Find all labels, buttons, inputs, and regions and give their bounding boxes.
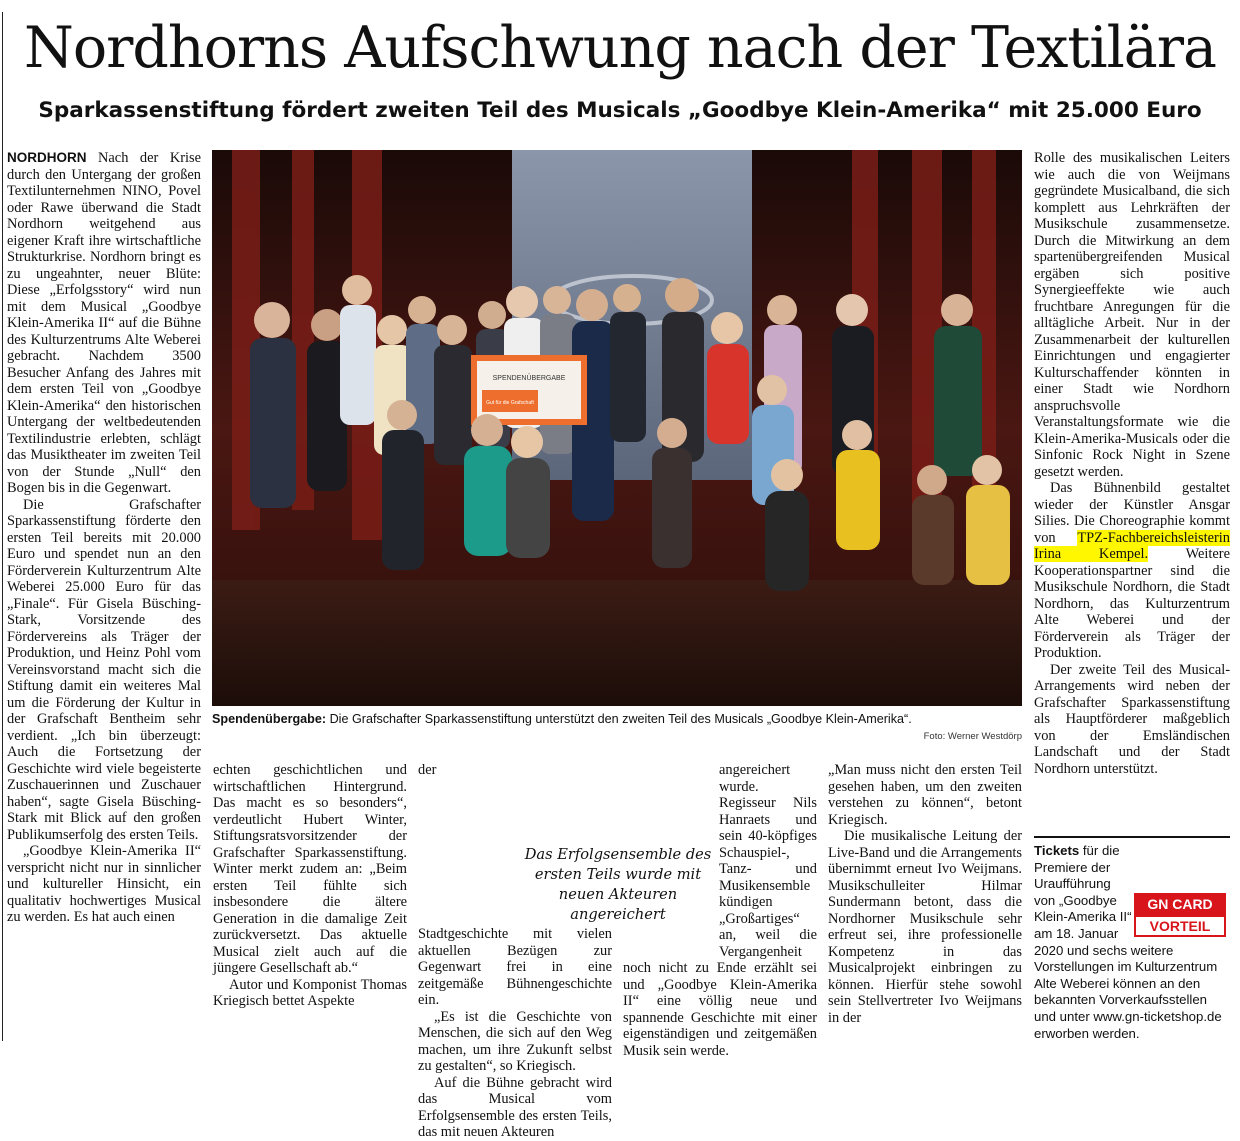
article-column-1: [7, 150, 201, 1026]
article-paragraph: [7, 150, 201, 497]
group-photo: [212, 150, 1022, 706]
headline: Nordhorns Aufschwung nach der Textilära: [23, 15, 1217, 81]
highlighted-text: TPZ-Fachbereichsleisterin Irina Kempel.: [1034, 529, 1230, 562]
tickets-lead: Tickets: [1034, 843, 1080, 858]
article-paragraph: [1034, 480, 1230, 662]
caption-lead: Spendenübergabe:: [212, 712, 327, 726]
tickets-box: [1034, 843, 1230, 1042]
paragraph-text: Das Bühnenbild gestaltet wieder der Künstler Ansgar Silies. Die Choreographie kommt von: [1034, 480, 1230, 546]
left-border-rule: [2, 12, 3, 1041]
paragraph-text: Nach der Krise durch den Untergang der großen Textilunternehmen NINO, Povel oder Rawe überwand die Stadt Nordhorn weitgehend aus eigener Kraft ihre wirtschaftliche Strukturkrise. Nordhorn bringt es zu ungeahnter, neuer Blüte: Diese „Erfolgsstory“ wird nun mit dem Musical „Goodbye Klein-Amerika II“ auf die Bühne des Kulturzentrums Alte Weberei gebracht. Nachdem 3500 Besucher Anfang des Jahres mit dem ersten Teil von „Goodbye Klein-Amerika“ den historischen Untergang der weltbedeutenden Textilindustrie erlebten, schlägt das Musiktheater im zweiten Teil von der Stunde „Null“ den Bogen bis in die Gegenwart.: [7, 150, 201, 496]
caption-text: Die Grafschafter Sparkassenstiftung unterstützt den zweiten Teil des Musicals „Goodbye Klein-Amerika“.: [329, 712, 912, 726]
article-column-5: [828, 762, 1022, 1028]
dateline: NORDHORN: [7, 150, 87, 165]
article-paragraph: Auf die Bühne gebracht wird das Musical vom Erfolgsensemble des ersten Teils, das mit neuen Akteuren: [418, 1074, 612, 1140]
check-banner-top: SPENDENÜBERGABE: [492, 375, 566, 382]
article-paragraph: angereichert wurde. Regisseur Nils Hanraets und sein 40-köpfiges Schauspiel-, Tanz- und Musikensemble kündigen „Großartiges“ an, weil die Vergangenheit noch nicht zu Ende erzählt sei und „Goodbye Klein-Amerika II“ eine völlig neue und spannende Geschichte mit einer eigenständigen und zeitgemäßen Musik sein werde.: [623, 762, 817, 1059]
article-paragraph: der Stadtgeschichte mit vielen aktuellen Bezügen zur Gegenwart frei in eine zeitgemäße Bühnengeschichte ein.: [418, 762, 612, 1008]
article-column-2: [213, 762, 407, 1028]
paragraph-text: Weitere Kooperationspartner sind die Musikschule Nordhorn, die Stadt Nordhorn, das Kulturzentrum Alte Weberei und der Förderverein als Träger der Produktion.: [1034, 546, 1230, 661]
logo-bottom-text: VORTEIL: [1149, 918, 1211, 934]
check-banner-sub: Gut für die Grafschaft: [486, 400, 534, 406]
logo-top-text: GN CARD: [1147, 896, 1213, 912]
gn-card-logo: [1134, 893, 1226, 937]
tickets-rule: [1034, 836, 1230, 838]
article-column-6: [1034, 150, 1230, 830]
photo-illustration: [212, 150, 1022, 706]
article-paragraph: Die musikalische Leitung der Live-Band und die Arrangements übernimmt erneut Ivo Weijmans. Musikschulleiter Hilmar Sundermann betont, dass die Nordhorner Musikschule sehr erfreut sei, ihre professionelle Kompetenz in das Musicalprojekt einbringen zu können. Hierfür stehe sowohl sein Stellvertreter Ivo Weijmans in der: [828, 828, 1022, 1026]
article-paragraph: Die Grafschafter Sparkassenstiftung förderte den ersten Teil bereits mit 20.000 Euro und spendet nun an den Förderverein Kulturzentrum Alte Weberei 25.000 Euro für das „Finale“. Für Gisela Büsching-Stark, Vorsitzende des Fördervereins als Träger der Produktion, und Heinz Pohl vom Vereinsvorstand macht sich die Stiftung damit ein weiteres Mal um die Förderung der Kultur in der Grafschaft Bentheim sehr verdient. „Ich bin überzeugt: Auch die Fortsetzung der Geschichte wird viele begeisterte Zuschauerinnen und Zuschauer haben“, sagte Gisela Büsching-Stark mit Blick auf den großen Publikumserfolg des ersten Teils.: [7, 496, 201, 843]
article-paragraph: „Man muss nicht den ersten Teil gesehen haben, um den zweiten verstehen zu können“, betont Kriegisch.: [828, 762, 1022, 828]
article-paragraph: echten geschichtlichen und wirtschaftlichen Hintergrund. Das macht es so besonders“, verdeutlicht Hubert Winter, Stiftungsratsvorsitzender der Grafschafter Sparkassenstiftung. Winter merkt zudem an: „Beim ersten Teil fühlte sich insbesondere die ältere Generation in die damalige Zeit zurückversetzt. Das aktuelle Musical zielt auch auf die jüngere Gesellschaft ab.“: [213, 762, 407, 976]
subheadline: Sparkassenstiftung fördert zweiten Teil des Musicals „Goodbye Klein-Amerika“ mit 25.000 Euro: [38, 98, 1202, 123]
article-paragraph: Der zweite Teil des Musical-Arrangements wird neben der Grafschafter Sparkassenstiftung als Hauptförderer maßgeblich von der Emsländischen Landschaft und der Stadt Nordhorn unterstützt.: [1034, 661, 1230, 777]
photo-credit: Foto: Werner Westdörp: [923, 731, 1022, 742]
photo-caption: [212, 711, 1022, 727]
article-paragraph: „Es ist die Geschichte von Menschen, die sich auf den Weg machen, um ihre Zukunft selbst zu gestalten“, so Kriegisch.: [418, 1008, 612, 1074]
article-paragraph: Autor und Komponist Thomas Kriegisch bettet Aspekte: [213, 976, 407, 1009]
tickets-text: für die Premiere der Uraufführung von „Goodbye Klein-Amerika II“ am 18. Januar 2020 und sechs weitere Vorstellungen im Kulturzentrum Alte Weberei können an den bekannten Vorverkaufsstellen und unter www.gn-ticketshop.de erworben werden.: [1034, 843, 1222, 1041]
pull-quote: Das Erfolgsensemble des ersten Teils wurde mit neuen Akteuren angereichert: [524, 846, 712, 923]
article-paragraph: „Goodbye Klein-Amerika II“ verspricht nicht nur in sinnlicher und kultureller Hinsicht, ein qualitativ hochwertiges Musical zu werden. Es hat auch einen: [7, 843, 201, 925]
article-paragraph: Rolle des musikalischen Leiters wie auch die von Weijmans gegründete Musicalband, die sich komplett aus Lehrkräften der Musikschule zusammensetze. Durch die Mitwirkung an dem spartenübergreifenden Musical ergäben sich positive Synergieeffekte wie auch fruchtbare Anregungen für die alltägliche Arbeit. Nur in der Zusammenarbeit der kulturellen Einrichtungen und engagierter Kulturschaffender könnten in einer Stadt wie Nordhorn anspruchsvolle Veranstaltungsformate wie die Klein-Amerika-Musicals oder die Sinfonic Rock Night in Szene gesetzt werden.: [1034, 150, 1230, 480]
